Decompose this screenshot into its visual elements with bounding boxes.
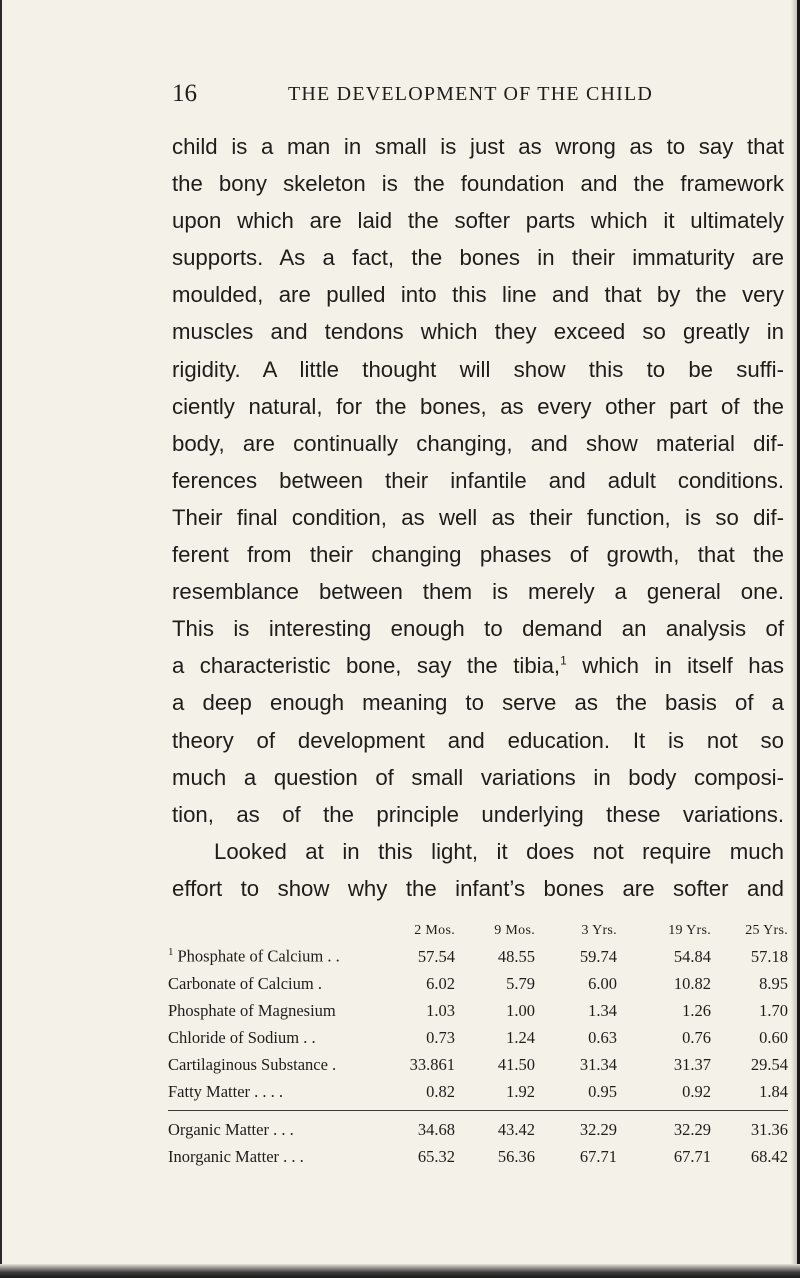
row-label: Phosphate of Magnesium — [168, 1000, 336, 1020]
table-cell: 31.37 — [673, 1054, 711, 1074]
table-cell: 8.95 — [759, 973, 788, 993]
summary-row — [168, 1116, 788, 1143]
row-label: Organic Matter . . . — [168, 1119, 294, 1139]
text-line: ciently natural, for the bones, as every other part of the — [172, 393, 784, 419]
text-line: rigidity. A little thought will show this to be suffi- — [172, 356, 784, 382]
row-label: Chloride of Sodium . . — [168, 1027, 316, 1047]
row-label: Fatty Matter . . . . — [168, 1081, 284, 1101]
text-line: resemblance between them is merely a general one. — [172, 579, 784, 605]
text-line: body, are continually changing, and show material dif- — [172, 430, 784, 456]
text-line: tion, as of the principle underlying these variations. — [172, 801, 784, 827]
table-cell: 1.34 — [588, 1000, 617, 1020]
text-line: muscles and tendons which they exceed so greatly in — [172, 319, 784, 345]
table-cell: 57.54 — [417, 946, 455, 966]
table-cell: 54.84 — [673, 946, 711, 966]
table-cell: 10.82 — [673, 973, 711, 993]
table-header-row — [168, 919, 788, 943]
running-title: THE DEVELOPMENT OF THE CHILD — [288, 83, 654, 105]
table-cell: 34.68 — [417, 1119, 455, 1139]
page-edge-left — [0, 0, 10, 1278]
table-cell: 48.55 — [497, 946, 535, 966]
table-row — [168, 943, 788, 970]
table-cell: 0.76 — [682, 1027, 711, 1047]
table-cell: 43.42 — [497, 1119, 535, 1139]
page-number: 16 — [172, 80, 197, 107]
summary-row — [168, 1143, 788, 1170]
body-paragraphs — [172, 128, 784, 907]
text-line: upon which are laid the softer parts which it ultimately — [172, 208, 784, 234]
table-row — [168, 970, 788, 997]
table-cell: 56.36 — [497, 1146, 535, 1166]
page-edge-right — [790, 0, 800, 1278]
table-cell: 6.02 — [426, 973, 455, 993]
table-cell: 6.00 — [588, 973, 617, 993]
table-cell: 0.63 — [588, 1027, 617, 1047]
table-cell: 0.92 — [682, 1081, 711, 1101]
table-cell: 1.92 — [506, 1081, 535, 1101]
text-line: much a question of small variations in body composi- — [172, 764, 784, 790]
text-line: moulded, are pulled into this line and that by the very — [172, 282, 784, 308]
header-spacer — [168, 919, 393, 943]
text-line: Their final condition, as well as their function, is so dif- — [172, 504, 784, 530]
table-cell: 32.29 — [579, 1119, 617, 1139]
table-cell: 1.00 — [506, 1000, 535, 1020]
table-cell: 1.26 — [682, 1000, 711, 1020]
table-cell: 1.84 — [759, 1081, 788, 1101]
text-line: ferent from their changing phases of growth, that the — [172, 542, 784, 568]
table-cell: 1.70 — [759, 1000, 788, 1020]
table-row — [168, 997, 788, 1024]
table-cell: 57.18 — [750, 946, 788, 966]
row-label-cell — [168, 943, 393, 970]
text-line: the bony skeleton is the foundation and the framework — [172, 171, 784, 197]
text-line: supports. As a fact, the bones in their immaturity are — [172, 245, 784, 271]
table-cell: 31.34 — [579, 1054, 617, 1074]
row-label: Inorganic Matter . . . — [168, 1146, 304, 1166]
table-cell: 1.03 — [426, 1000, 455, 1020]
row-label: Carbonate of Calcium . — [168, 973, 322, 993]
table-cell: 0.60 — [759, 1027, 788, 1047]
table-cell: 67.71 — [673, 1146, 711, 1166]
table-cell: 0.73 — [426, 1027, 455, 1047]
row-label: Phosphate of Calcium . . — [177, 946, 340, 966]
text-line: a deep enough meaning to serve as the basis of a — [172, 690, 784, 716]
table-row — [168, 1078, 788, 1105]
table-cell: 0.82 — [426, 1081, 455, 1101]
column-header: 3 Yrs. — [581, 923, 617, 938]
row-label: Cartilaginous Substance . — [168, 1054, 337, 1074]
text-line: child is a man in small is just as wrong as to say that — [172, 134, 784, 159]
table-cell: 67.71 — [579, 1146, 617, 1166]
table-cell: 1.24 — [506, 1027, 535, 1047]
table-cell: 0.95 — [588, 1081, 617, 1101]
text-line: ferences between their infantile and adult conditions. — [172, 467, 784, 493]
text-line: Looked at in this light, it does not require much — [214, 838, 784, 864]
column-header: 25 Yrs. — [745, 923, 788, 938]
column-header: 19 Yrs. — [668, 923, 711, 938]
column-header: 2 Mos. — [414, 923, 455, 938]
text-line: theory of development and education. It is not so — [172, 727, 784, 753]
running-head — [172, 80, 732, 110]
footnote-marker: 1 — [168, 946, 174, 959]
table-cell: 65.32 — [417, 1146, 455, 1166]
table-cell: 33.861 — [409, 1054, 455, 1074]
table-cell: 32.29 — [673, 1119, 711, 1139]
bone-composition-table — [168, 919, 788, 1170]
table-cell: 29.54 — [750, 1054, 788, 1074]
text-segment: a characteristic bone, say the tibia, — [172, 653, 561, 679]
footnote-reference[interactable]: 1 — [560, 653, 567, 668]
table-cell: 68.42 — [750, 1146, 788, 1166]
table-cell: 31.36 — [750, 1119, 788, 1139]
page-bottom-shadow — [0, 1264, 800, 1278]
text-line: effort to show why the infant’s bones are softer and — [172, 875, 784, 901]
text-line-with-footnote — [172, 647, 784, 684]
table-cell: 41.50 — [497, 1054, 535, 1074]
column-header: 9 Mos. — [494, 923, 535, 938]
text-segment: which in itself has — [566, 653, 785, 679]
table-row — [168, 1024, 788, 1051]
table-cell: 59.74 — [579, 946, 617, 966]
table-cell: 5.79 — [506, 973, 535, 993]
table-row — [168, 1051, 788, 1078]
text-line: This is interesting enough to demand an analysis of — [172, 616, 784, 642]
